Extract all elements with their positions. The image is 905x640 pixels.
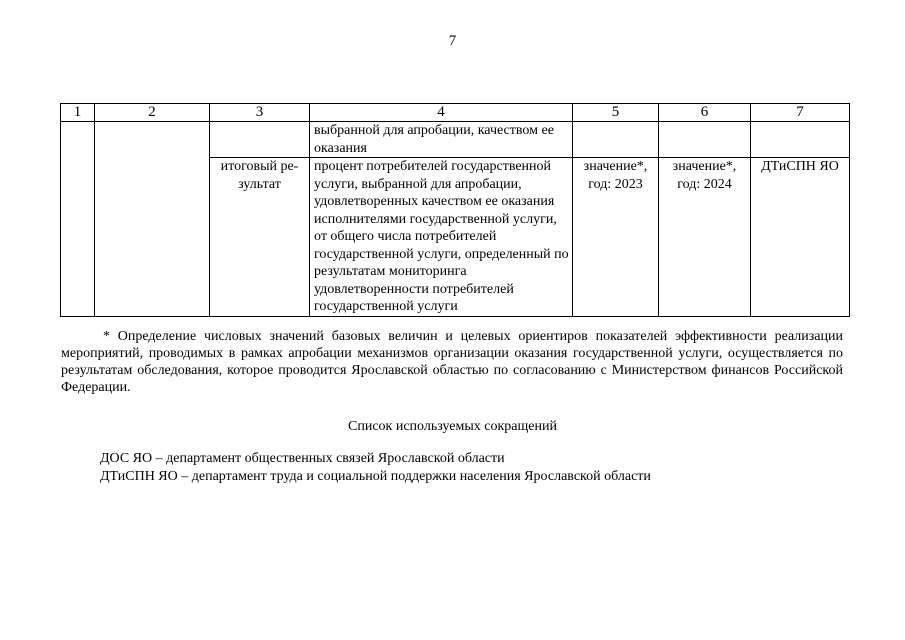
- column-header-3: 3: [210, 104, 310, 122]
- indicator-text-cont: выбранной для апробации, качеством ее оказания: [310, 122, 573, 158]
- table-cell: [573, 122, 659, 158]
- table-row: [61, 122, 850, 158]
- column-header-1: 1: [61, 104, 95, 122]
- page-number: 7: [448, 33, 457, 49]
- column-header-5: 5: [573, 104, 659, 122]
- table-cell: [95, 122, 210, 317]
- table-cell: [751, 122, 850, 158]
- column-header-6: 6: [659, 104, 751, 122]
- table-cell: [659, 122, 751, 158]
- responsible-cell: ДТиСПН ЯО: [751, 158, 850, 317]
- indicator-text: процент потребителей государственной услуги, выбранной для апробации, удовлетворенных качеством ее оказания исполнителями государственной услуги, от общего числа потребителей государственной услуги, определенный по результатам мониторинга удовлетворенности потребителей государственной услуги: [310, 158, 573, 317]
- column-header-2: 2: [95, 104, 210, 122]
- column-header-4: 4: [310, 104, 573, 122]
- table-header-row: [61, 104, 850, 122]
- abbreviations-title: Список используемых сокращений: [348, 419, 557, 434]
- result-type-cell: итоговый ре-зультат: [210, 158, 310, 317]
- table-cell: [61, 122, 95, 317]
- abbreviation-item: ДОС ЯО – департамент общественных связей Ярославской области: [100, 451, 505, 466]
- abbreviation-item: ДТиСПН ЯО – департамент труда и социальной поддержки населения Ярославской области: [100, 469, 651, 484]
- indicators-table: [60, 103, 850, 317]
- column-header-7: 7: [751, 104, 850, 122]
- value-2024-cell: значение*, год: 2024: [659, 158, 751, 317]
- value-2023-cell: значение*, год: 2023: [573, 158, 659, 317]
- table-cell: [210, 122, 310, 158]
- footnote: * Определение числовых значений базовых величин и целевых ориентиров показателей эффективности реализации мероприятий, проводимых в рамках апробации механизмов организации оказания государственной услуги, осуществляется по результатам обследования, которое проводится Ярославской областью по согласованию с Министерством финансов Российской Федерации.: [61, 329, 843, 395]
